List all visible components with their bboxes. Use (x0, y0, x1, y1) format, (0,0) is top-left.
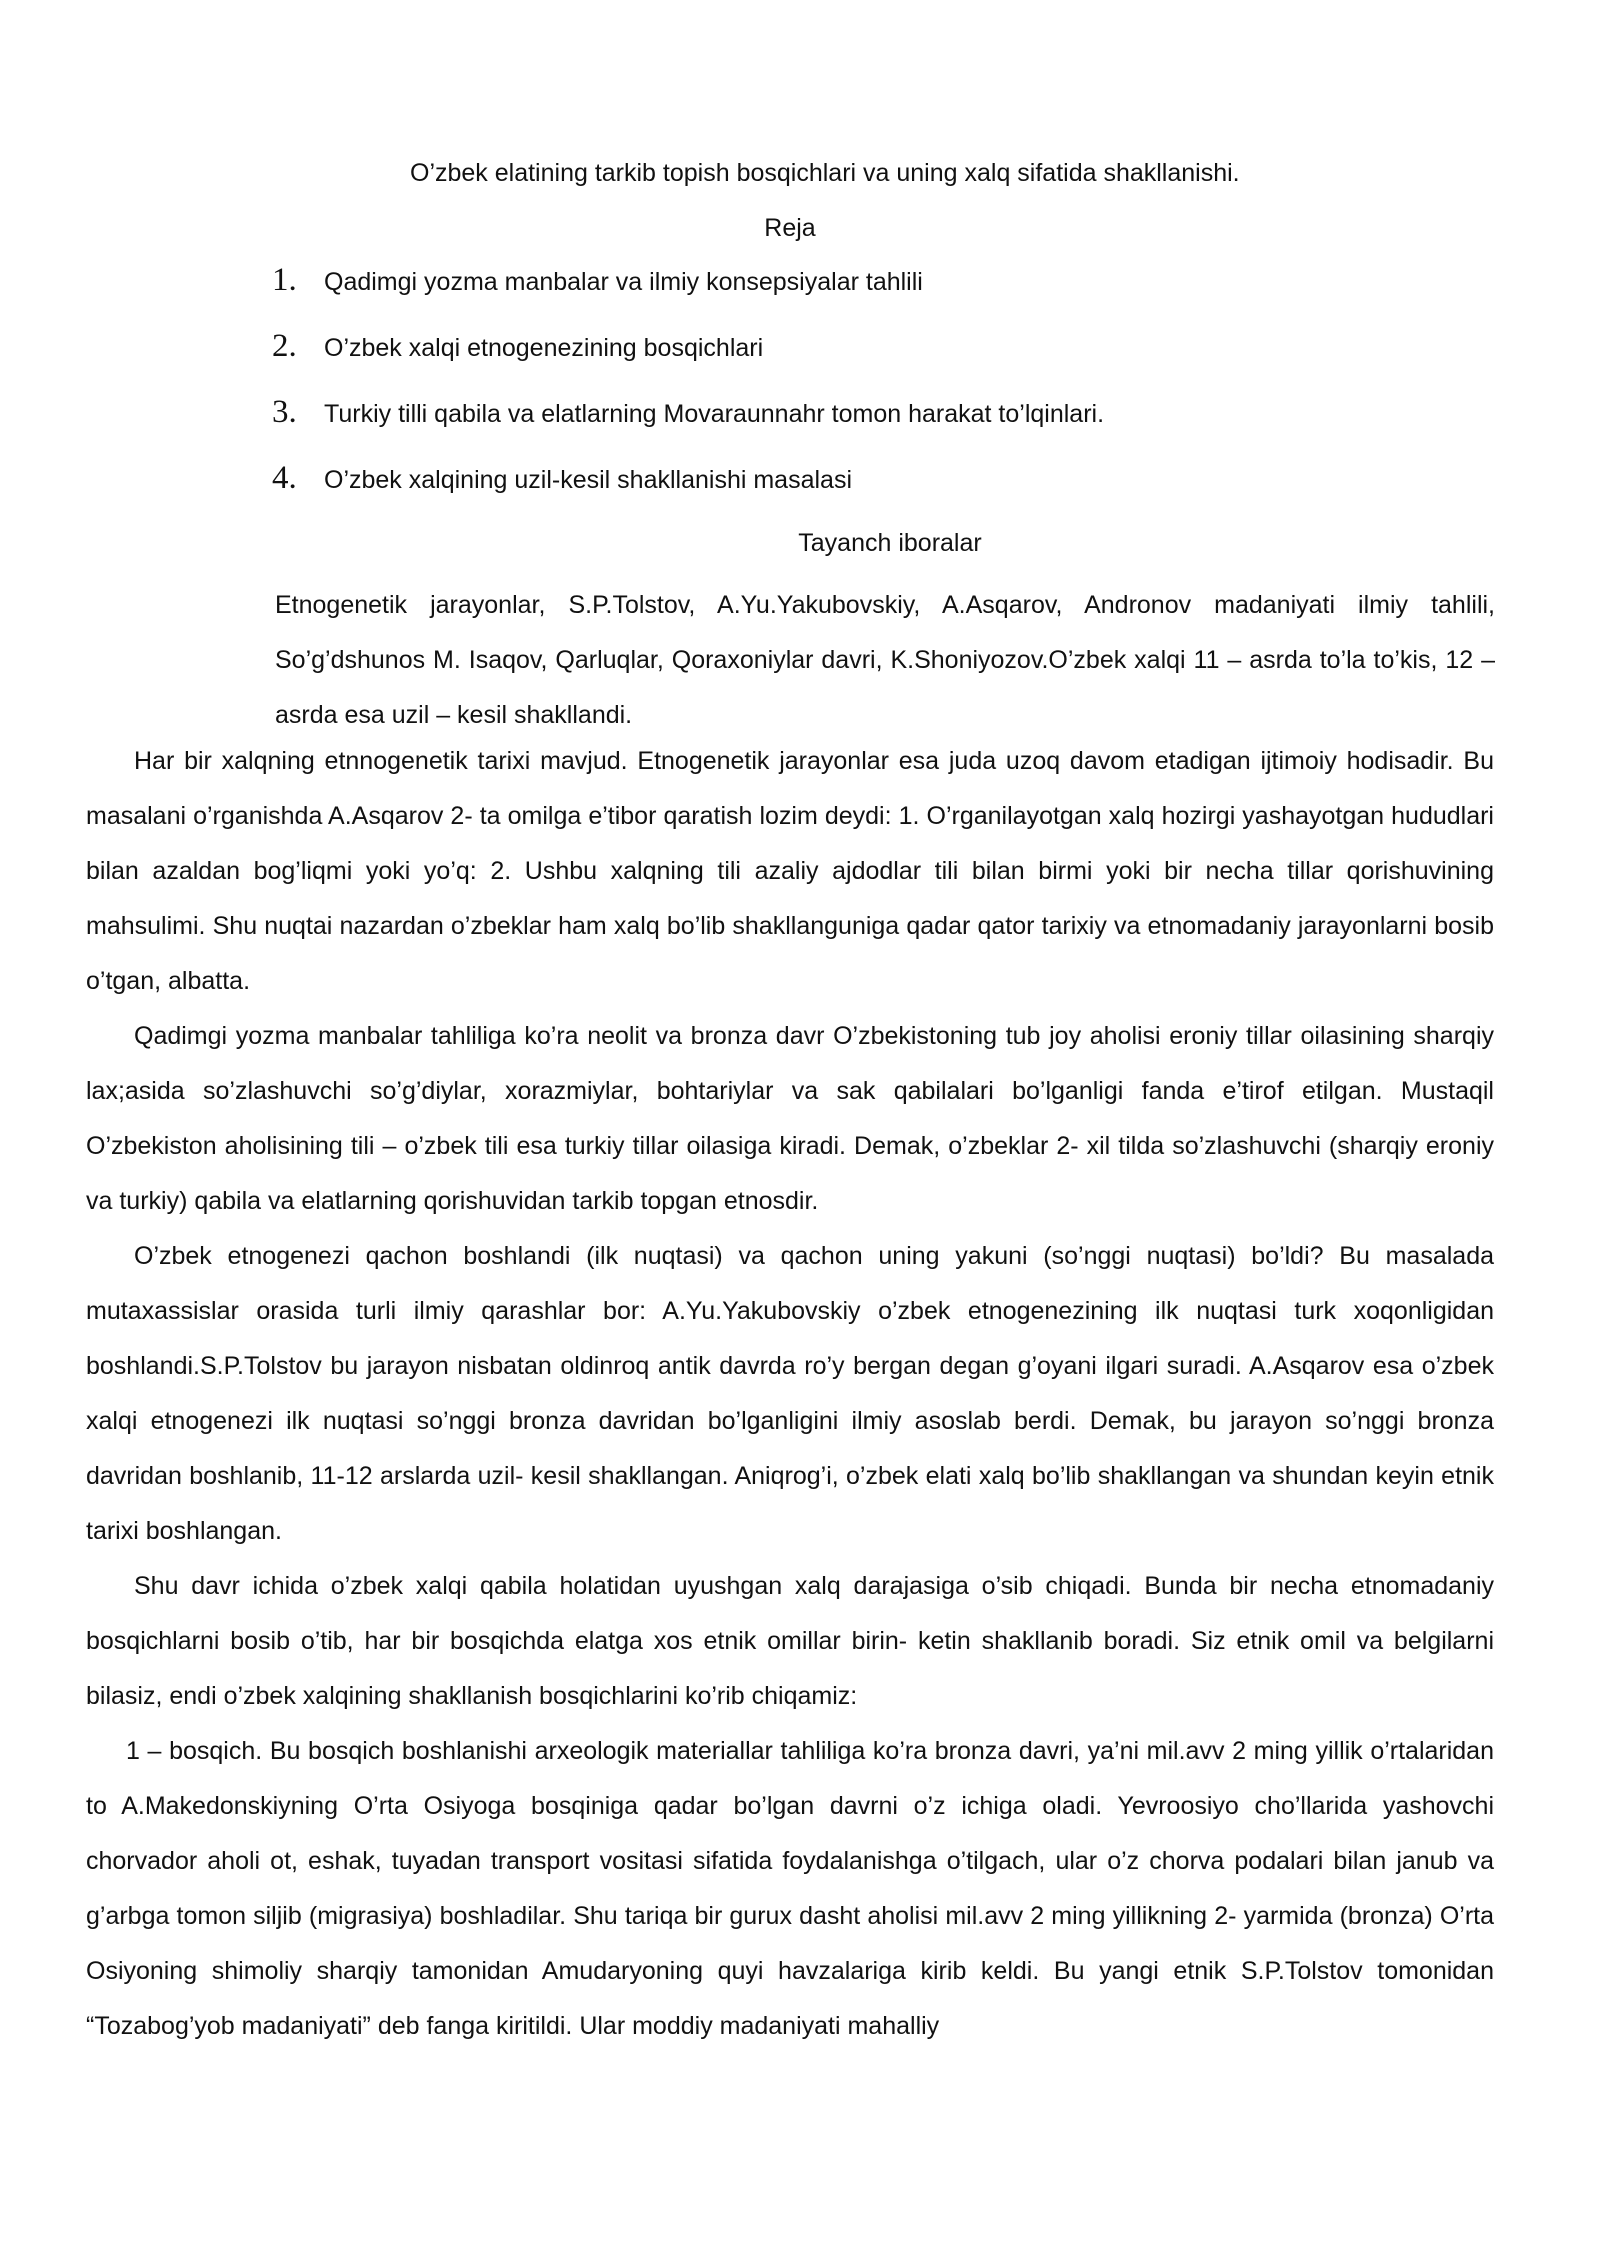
paragraph: Har bir xalqning etnnogenetik tarixi mavjud. Etnogenetik jarayonlar esa juda uzoq davom etadigan ijtimoiy hodisadir. Bu masalani o’rganishda A.Asqarov 2- ta omilga e’tibor qaratish lozim deydi: 1. O’rganilayotgan xalq hozirgi yashayotgan hududlari bilan azaldan bog’liqmi yoki yo’q: 2. Ushbu xalqning tili azaliy ajdodlar tili bilan birmi yoki bir necha tillar qorishuvining mahsulimi. Shu nuqtai nazardan o’zbeklar ham xalq bo’lib shakllanguniga qadar qator tarixiy va etnomadaniy jarayonlarni bosib o’tgan, albatta. (86, 747, 1494, 995)
plan-item (272, 260, 1472, 326)
plan-item-text: Turkiy tilli qabila va elatlarning Movaraunnahr tomon harakat to’lqinlari. (324, 400, 1105, 428)
paragraph: Shu davr ichida o’zbek xalqi qabila holatidan uyushgan xalq darajasiga o’sib chiqadi. Bunda bir necha etnomadaniy bosqichlarni bosib o’tib, har bir bosqichda elatga xos etnik omillar birin- ketin shakllanib boradi. Siz etnik omil va belgilarni bilasiz, endi o’zbek xalqining shakllanish bosqichlarini ko’rib chiqamiz: (86, 1572, 1494, 1710)
keywords-text: Etnogenetik jarayonlar, S.P.Tolstov, A.Yu.Yakubovskiy, A.Asqarov, Andronov madaniyati ilmiy tahlili, So’g’dshunos M. Isaqov, Qarluqlar, Qoraxoniylar davri, K.Shoniyozov.O’zbek xalqi 11 – asrda to’la to’kis, 12 – asrda esa uzil – kesil shakllandi. (275, 591, 1495, 729)
plan-list (272, 260, 1472, 524)
plan-item-text: O’zbek xalqi etnogenezining bosqichlari (324, 334, 764, 362)
plan-item-number: 1. (272, 262, 297, 298)
plan-item (272, 458, 1472, 524)
paragraph: O’zbek etnogenezi qachon boshlandi (ilk nuqtasi) va qachon uning yakuni (so’nggi nuqtasi) bo’ldi? Bu masalada mutaxassislar orasida turli ilmiy qarashlar bor: A.Yu.Yakubovskiy o’zbek etnogenezining ilk nuqtasi turk xoqonligidan boshlandi.S.P.Tolstov bu jarayon nisbatan oldinroq antik davrda ro’y bergan degan g’oyani ilgari suradi. A.Asqarov esa o’zbek xalqi etnogenezi ilk nuqtasi so’nggi bronza davridan bo’lganligini ilmiy asoslab berdi. Demak, bu jarayon so’nggi bronza davridan boshlanib, 11-12 arslarda uzil- kesil shakllangan. Aniqrog’i, o’zbek elati xalq bo’lib shakllangan va shundan keyin etnik tarixi boshlangan. (86, 1242, 1494, 1545)
plan-item-number: 4. (272, 460, 297, 496)
paragraph: 1 – bosqich. Bu bosqich boshlanishi arxeologik materiallar tahliliga ko’ra bronza davri, ya’ni mil.avv 2 ming yillik o’rtalaridan to A.Makedonskiyning O’rta Osiyoga bosqiniga qadar bo’lgan davrni o’z ichiga oladi. Yevroosiyo cho’llarida yashovchi chorvador aholi ot, eshak, tuyadan transport vositasi sifatida foydalanishga o’tilgach, ular o’z chorva podalari bilan janub va g’arbga tomon siljib (migrasiya) boshladilar. Shu tariqa bir gurux dasht aholisi mil.avv 2 ming yillikning 2- yarmida (bronza) O’rta Osiyoning shimoliy sharqiy tamonidan Amudaryoning quyi havzalariga kirib keldi. Bu yangi etnik S.P.Tolstov tomonidan “Tozabog’yob madaniyati” deb fanga kiritildi. Ular moddiy madaniyati mahalliy (86, 1737, 1494, 2040)
plan-item-number: 3. (272, 394, 297, 430)
body-text (86, 734, 1494, 2054)
document-title: O’zbek elatining tarkib topish bosqichlari va uning xalq sifatida shakllanishi. (410, 159, 1240, 187)
plan-item-number: 2. (272, 328, 297, 364)
plan-heading: Reja (764, 214, 816, 242)
plan-item (272, 326, 1472, 392)
plan-item-text: Qadimgi yozma manbalar va ilmiy konsepsiyalar tahlili (324, 268, 923, 296)
plan-item (272, 392, 1472, 458)
plan-item-text: O’zbek xalqining uzil-kesil shakllanishi masalasi (324, 466, 853, 494)
paragraph: Qadimgi yozma manbalar tahliliga ko’ra neolit va bronza davr O’zbekistoning tub joy aholisi eroniy tillar oilasining sharqiy lax;asida so’zlashuvchi so’g’diylar, xorazmiylar, bohtariylar va sak qabilalari bo’lganligi fanda e’tirof etilgan. Mustaqil O’zbekiston aholisining tili – o’zbek tili esa turkiy tillar oilasiga kiradi. Demak, o’zbeklar 2- xil tilda so’zlashuvchi (sharqiy eroniy va turkiy) qabila va elatlarning qorishuvidan tarkib topgan etnosdir. (86, 1022, 1494, 1215)
keywords-heading: Tayanch iboralar (798, 529, 982, 557)
